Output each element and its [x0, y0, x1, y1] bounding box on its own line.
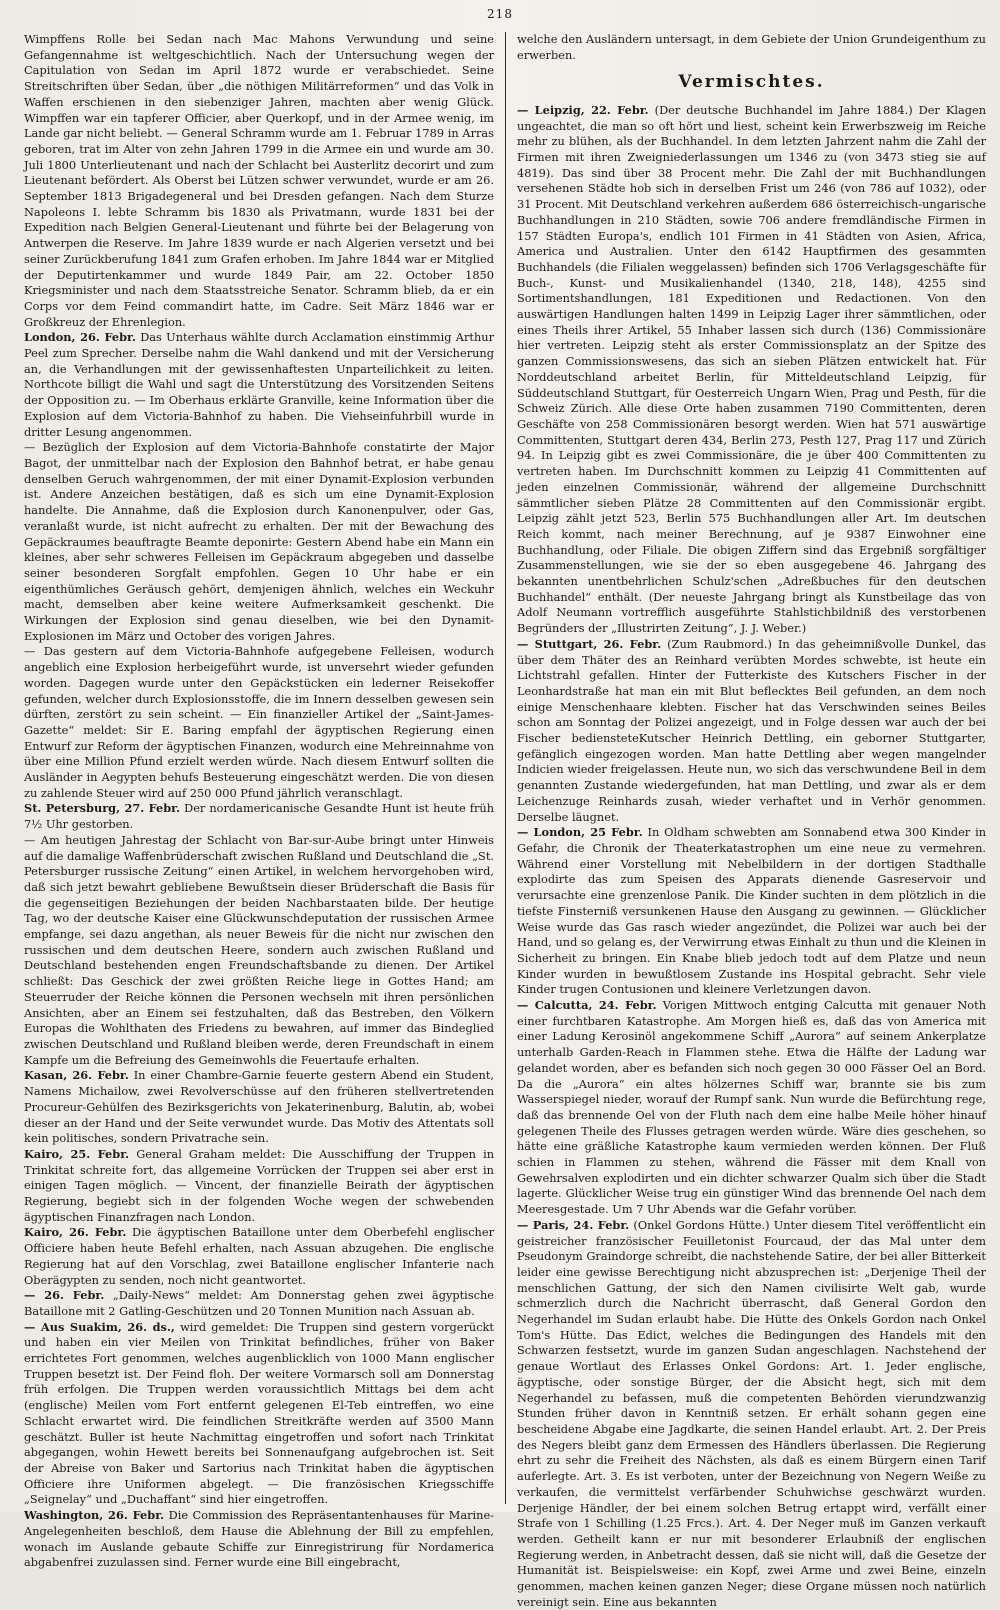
article-paragraph	[24, 32, 494, 330]
article-text: General Graham meldet: Die Ausschiffung der Truppen in Trinkitat schreite fort, das allgemeine Vorrücken der Truppen sei aber erst in einigen Tagen möglich. — Vincent, der finanzielle Beirath der ägyptischen Regierung, begiebt sich in der folgenden Woche wegen der schwebenden ägyptischen Finanzfragen nach London.	[24, 1146, 495, 1224]
article-dateline: London, 26. Febr.	[24, 330, 136, 345]
article-paragraph	[24, 1508, 494, 1571]
article-dateline: — Aus Suakim, 26. ds.,	[24, 1319, 175, 1334]
left-column	[24, 32, 505, 1570]
article-paragraph	[24, 801, 494, 832]
right-column-intro: welche den Ausländern untersagt, in dem Gebiete der Union Grundeigenthum zu erwerben.	[517, 32, 986, 62]
article-dateline: — Stuttgart, 26. Febr.	[517, 636, 662, 651]
article-text: Die Commission des Repräsentantenhauses für Marine-Angelegenheiten beschloß, dem Hause die Ablehnung der Bill zu empfehlen, wonach im Auslande gebaute Schiffe zur Einregistrirung für Nordamerica abgabenfrei zuzulassen sind. Ferner wurde eine Bill eingebracht,	[24, 1508, 495, 1570]
article-text: In Oldham schwebten am Sonnabend etwa 300 Kinder in Gefahr, die Chronik der Theaterkatastrophen um eine neue zu vermehren. Während einer Vorstellung mit Nebelbildern in der dortigen Stadthalle explodirte das zum Speisen des Apparats dienende Gasreservoir und verursachte eine grenzenlose Panik. Die Kinder suchten in dem plötzlich in die tiefste Finsterniß versunkenen Hause den Ausgang zu gewinnen. — Glücklicher Weise wurde das Gas rasch wieder angezündet, die Polizei war auch bei der Hand, und so gelang es, der Verwirrung etwas Einhalt zu thun und die Kleinen in Sicherheit zu bringen. Ein Knabe blieb jedoch todt auf dem Platze und neun Kinder wurden in bewußtlosem Zustande ins Hospital gebracht. Sehr viele Kinder trugen Contusionen und kleinere Verletzungen davon.	[517, 825, 986, 997]
article-text: (Onkel Gordons Hütte.) Unter diesem Titel veröffentlicht ein geistreicher französischer Feuilletonist Fourcaud, der das Mal unter dem Pseudonym Graindorge schreibt, die nachstehende Satire, der bei aller Bitterkeit leider eine gewisse Berechtigung nicht abzusprechen ist: „Derjenige Theil der menschlichen Gattung, der sich den Namen civilisirte Welt gab, wurde schmerzlich durch die Nachricht überrascht, daß General Gordon den Negerhandel im Sudan erlaubt habe. Die Hütte des Onkels Gordon nach Onkel Tom's Hütte. Das Edict, welches die Bedingungen des Handels mit den Schwarzen festsetzt, wurde im ganzen Sudan angeschlagen. Nachstehend der genaue Wortlaut des Erlasses Onkel Gordons: Art. 1. Jeder englische, ägyptische, oder sonstige Bürger, der die Absicht hegt, sich mit dem Negerhandel zu befassen, muß die competenten Behörden vierundzwanzig Stunden früher davon in Kenntniß setzen. Er erhält sohann gegen eine bescheidene Abgabe eine Jagdkarte, die seinen Handel erlaubt. Art. 2. Der Preis des Negers bleibt ganz dem Ermessen des Händlers überlassen. Die Regierung ehrt zu sehr die Freiheit des Nächsten, als daß es einem Bürgern einen Tarif auferlegte. Art. 3. Es ist verboten, unter der Bezeichnung von Negern Weiße zu verkaufen, die vermittelst verfärbender Schuhwichse geschwärzt wurden. Derjenige Händler, der bei einem solchen Betrug ertappt wird, verfällt einer Strafe von 1 Schilling (1.25 Frcs.). Art. 4. Der Neger muß im Ganzen verkauft werden. Getheilt kann er nur mit besonderer Erlaubniß der englischen Regierung werden, in Anbetracht dessen, daß sie nicht will, daß die Gesetze der Humanität ist. Beispielsweise: ein Kopf, zwei Arme und zwei Beine, einzeln genommen, machen keinen ganzen Neger; diese Organe müssen noch natürlich vereinigt sein. Eine aus bekannten	[517, 1217, 986, 1609]
article-text: „Daily-News“ meldet: Am Donnerstag gehen zwei ägyptische Bataillone mit 2 Gatling-Geschützen und 20 Tonnen Munition nach Assuan ab.	[24, 1288, 495, 1318]
article-text: Vorigen Mittwoch entging Calcutta mit genauer Noth einer furchtbaren Katastrophe. Am Morgen hieß es, daß das von America mit einer Ladung Kerosinöl angekommene Schiff „Aurora“ auf seinem Ankerplatze unterhalb Garden-Reach in Flammen stehe. Etwa die Hälfte der Ladung war gelandet worden, aber es befanden sich noch gegen 30 000 Fässer Oel an Bord. Da die „Aurora“ ein altes hölzernes Schiff war, brannte sie bis zum Wasserspiegel nieder, worauf der Rumpf sank. Nun wurde die Befürchtung rege, daß das brennende Oel von der Fluth nach dem eine halbe Meile höher hinauf gelegenen Theile des Flusses getragen werden würde. Wäre dies geschehen, so hätte eine gräßliche Katastrophe kaum vermieden werden können. Der Fluß schien in Flammen zu stehen, während die Fässer mit dem Knall von Gewehrsalven explodirten und ein dichter schwarzer Qualm sich über die Stadt lagerte. Glücklicher Weise trug ein günstiger Wind das brennende Oel nach dem Meeresgestade. Um 7 Uhr Abends war die Gefahr vorüber.	[517, 998, 987, 1217]
article-text: — Am heutigen Jahrestag der Schlacht von Bar-sur-Aube bringt unter Hinweis auf die damalige Waffenbrüderschaft zwischen Rußland und Deutschland die „St. Petersburger russische Zeitung“ einen Artikel, in welchem hervorgehoben wird, daß sich jetzt bewahrt gebliebene Bewußtsein dieser Brüderschaft die Basis für die gegenseitigen Beziehungen der beiden Nachbarstaaten bilde. Der heutige Tag, wo der deutsche Kaiser eine Glückwunschdeputation der russischen Armee empfange, sei dazu angethan, als neuer Beweis für die nicht nur zwischen den russischen und dem deutschen Heere, sondern auch zwischen Rußland und Deutschland bestehenden engen Freundschaftsbande zu dienen. Der Artikel schließt: Das Geschick der zwei größten Reiche liege in Gottes Hand; am Steuerruder der Reiche können die Personen wechseln mit ihren persönlichen Ansichten, aber an Einem sei festzuhalten, daß das Bestreben, den Völkern Europas die Wohlthaten des Friedens zu bewahren, auf immer das Bindeglied zwischen Deutschland und Rußland bleiben werde, deren Freundschaft in einem Kampfe um die Befreiung des Gemeinwohls die Feuertaufe erhalten.	[24, 832, 494, 1067]
article-paragraph	[517, 637, 986, 825]
article-text: — Das gestern auf dem Victoria-Bahnhofe aufgegebene Felleisen, wodurch angeblich eine Explosion herbeigeführt wurde, ist unversehrt wieder gefunden worden. Dagegen wurde unter den Gepäckstücken ein lederner Reisekoffer gefunden, welcher durch Explosionsstoffe, die im Innern desselben gewesen sein dürften, zerstört zu sein scheint. — Ein finanzieller Artikel der „Saint-James-Gazette“ meldet: Sir E. Baring empfahl der ägyptischen Regierung einen Entwurf zur Reform der ägyptischen Finanzen, wodurch eine Mehreinnahme von über eine Million Pfund erzielt werden würde. Nach diesem Entwurf sollten die Ausländer in Aegypten behufs Besteuerung eingeschätzt werden. Die von diesen zu zahlende Steuer wird auf 250 000 Pfund jährlich veranschlagt.	[24, 644, 494, 800]
article-paragraph	[517, 1218, 986, 1610]
article-text: Das Unterhaus wählte durch Acclamation einstimmig Arthur Peel zum Sprecher. Derselbe nahm die Wahl dankend und mit der Versicherung an, die Verhandlungen mit der gewissenhaftesten Unparteilichkeit zu leiten. Northcote billigt die Wahl und sagt die Unterstützung des Vorsitzenden Seitens der Opposition zu. — Im Oberhaus erklärte Granville, keine Information über die Explosion auf dem Victoria-Bahnhof zu haben. Die Viehseinfuhrbill wurde in dritter Lesung angenommen.	[24, 330, 494, 439]
article-dateline: — Paris, 24. Febr.	[517, 1217, 630, 1232]
article-text: (Zum Raubmord.) In das geheimnißvolle Dunkel, das über dem Thäter des an Reinhard verübten Mordes schwebte, ist heute ein Lichtstrahl gefallen. Hinter der Futterkiste des Kutschers Fischer in der Leonhardstraße hat man ein mit Blut beflecktes Beil gefunden, an dem noch einige Menschenhaare klebten. Fischer hat das Verschwinden seines Beiles schon am Sonntag der Polizei angezeigt, und in Folge dessen war auch der bei Fischer bediensteteKutscher Heinrich Dettling, ein geborner Stuttgarter, gefänglich eingezogen worden. Man hatte Dettling aber wegen mangelnder Indicien wieder freigelassen. Heute nun, wo sich das verschwundene Beil in dem genannten Zustande wiedergefunden, hat man Dettling, und zwar als er dem Leichenzuge Reinhards zusah, wieder verhaftet und in Verhör genommen. Derselbe läugnet.	[517, 636, 987, 824]
article-text: — Bezüglich der Explosion auf dem Victoria-Bahnhofe constatirte der Major Bagot, der unmittelbar nach der Explosion den Bahnhof betrat, er habe genau denselben Geruch wahrgenommen, der mit einer Dynamit-Explosion verbunden ist. Andere Anzeichen bestätigen, daß es sich um eine Dynamit-Explosion handelte. Die Annahme, daß die Explosion durch Kanonenpulver, oder Gas, veranlaßt wurde, ist nicht aufrecht zu erhalten. Der mit der Bewachung des Gepäckraumes beauftragte Beamte deponirte: Gestern Abend habe ein Mann ein kleines, aber sehr schweres Felleisen im Gepäckraum abgegeben und dasselbe seiner besonderen Sorgfalt empfohlen. Gegen 10 Uhr habe er ein eigenthümliches Geräusch gehört, demjenigen ähnlich, welches ein Weckuhr macht, demselben aber keine weitere Aufmerksamkeit geschenkt. Die Wirkungen der Explosion sind genau dieselben, wie bei den Dynamit-Explosionen im März und October des vorigen Jahres.	[24, 440, 494, 643]
article-text: Die ägyptischen Bataillone unter dem Oberbefehl englischer Officiere haben heute Befehl erhalten, nach Assuan abzugehen. Die englische Regierung hat auf den Vorschlag, zwei Bataillone englischer Infanterie nach Oberägypten zu senden, noch nicht geantwortet.	[24, 1225, 494, 1287]
article-paragraph	[517, 998, 986, 1218]
article-text: Wimpffens Rolle bei Sedan nach Mac Mahons Verwundung und seine Gefangennahme ist weltgeschichtlich. Nach der Untersuchung wegen der Capitulation von Sedan im April 1872 wurde er verabschiedet. Seine Streitschriften über Sedan, über „die nöthigen Militärreformen“ und das Volk in Waffen erschienen in den siebenziger Jahren, machten aber wenig Glück. Wimpffen war ein tapferer Officier, aber Querkopf, und in der Armee wenig, im Lande gar nicht beliebt. — General Schramm wurde am 1. Februar 1789 in Arras geboren, trat im Alter von zehn Jahren 1799 in die Armee ein und wurde am 30. Juli 1800 Unterlieutenant und nach der Schlacht bei Austerlitz decorirt und zum Lieutenant befördert. Als Oberst bei Lützen schwer verwundet, wurde er am 26. September 1813 Brigadegeneral und bei Dresden gefangen. Nach dem Sturze Napoleons I. lebte Schramm bis 1830 als Privatmann, wurde 1831 bei der Expedition nach Belgien General-Lieutenant und führte bei der Belagerung von Antwerpen die Reserve. Im Jahre 1839 wurde er nach Algerien versetzt und bei seiner Zurückberufung 1841 zum Grafen erhoben. Im Jahre 1844 war er Mitglied der Deputirtenkammer und wurde 1849 Pair, am 22. October 1850 Kriegsminister und nach dem Staatsstreiche Senator. Schramm blieb, da er ein Corps vor dem Feind commandirt hatte, im Cadre. Seit März 1846 war er Großkreuz der Ehrenlegion.	[24, 32, 494, 329]
article-paragraph	[24, 1068, 494, 1147]
article-dateline: Kairo, 26. Febr.	[24, 1225, 127, 1240]
article-dateline: Washington, 26. Febr.	[24, 1508, 165, 1523]
article-paragraph	[24, 1147, 494, 1226]
article-dateline: — Leipzig, 22. Febr.	[517, 102, 649, 117]
article-text: wird gemeldet: Die Truppen sind gestern vorgerückt und haben ein vier Meilen von Trinkitat befindliches, früher von Baker errichtetes Fort genommen, welches augenblicklich von 1000 Mann englischer Truppen besetzt ist. Der Feind floh. Der weitere Vormarsch soll am Donnerstag früh erfolgen. Die Truppen werden voraussichtlich Mittags bei dem acht (englische) Meilen vom Fort entfernt gelegenen El-Teb eintreffen, wo eine Schlacht erwartet wird. Die feindlichen Streitkräfte werden auf 3500 Mann geschätzt. Buller ist heute Nachmittag eingetroffen und sofort nach Trinkitat abgegangen, wohin Hewett bereits bei Sonnenaufgang aufgebrochen ist. Seit der Abreise von Baker und Sartorius nach Trinkitat haben die ägyptischen Officiere ihre Uniformen abgelegt. — Die französischen Kriegsschiffe „Seignelay“ und „Duchaffant“ sind hier eingetroffen.	[24, 1319, 494, 1507]
article-text: Der nordamericanische Gesandte Hunt ist heute früh 7½ Uhr gestorben.	[24, 801, 495, 832]
article-paragraph	[24, 644, 494, 801]
article-text: (Der deutsche Buchhandel im Jahre 1884.) Der Klagen ungeachtet, die man so oft hört und liest, scheint kein Erwerbszweig im Reiche mehr zu blühen, als der Buchhandel. In dem letzten Jahrzent nahm die Zahl der Firmen mit ihren Zweigniederlassungen um 1346 zu (von 3473 stieg sie auf 4819). Das sind über 38 Procent mehr. Die Zahl der mit Buchhandlungen versehenen Städte hob sich in derselben Frist um 246 (von 786 auf 1032), oder 31 Procent. Mit Deutschland verkehren außerdem 686 österreichisch-ungarische Buchhandlungen in 210 Städten, sowie 706 andere fremdländische Firmen in 157 Städten Europa's, endlich 101 Firmen in 41 Städten von Asien, Africa, America und Australien. Unter den 6142 Hauptfirmen des gesammten Buchhandels (die Filialen weggelassen) befinden sich 1706 Verlagsgeschäfte für Buch-, Kunst- und Musikalienhandel (1340, 218, 148), 4255 sind Sortimentshandlungen, 181 Expeditionen und Redactionen. Von den auswärtigen Handlungen halten 1499 in Leipzig Lager ihrer sämmtlichen, oder eines Theils ihrer Artikel, 55 Inhaber lassen sich durch (136) Commissionäre hier vertreten. Leipzig steht als erster Commissionsplatz an der Spitze des ganzen Commissionswesens, das sich an sieben Plätzen entwickelt hat. Für Norddeutschland arbeitet Berlin, für Mitteldeutschland Leipzig, für Süddeutschland Stuttgart, für Oesterreich Ungarn Wien, Prag und Pesth, für die Schweiz Zürich. Alle diese Orte haben zusammen 7190 Committenten, deren Geschäfte von 258 Commissionären besorgt werden. Wien hat 571 auswärtige Committenten, Stuttgart deren 434, Berlin 273, Pesth 127, Prag 117 und Zürich 94. In Leipzig gibt es zwei Commissionäre, die je über 400 Committenten zu vertreten haben. Im Durchschnitt kommen zu Leipzig 41 Committenten auf jeden einzelnen Commissionär, während der allgemeine Durchschnitt sämmtlicher sieben Plätze 28 Committenten auf den Commissionär ergibt. Leipzig zählt jetzt 523, Berlin 575 Buchhandlungen aller Art. Im deutschen Reich kommt, nach meiner Berechnung, auf je 9387 Einwohner eine Buchhandlung, oder Filiale. Die obigen Ziffern sind das Ergebniß sorgfältiger Zusammenstellungen, wie sie der so eben ausgegebene 46. Jahrgang des bekannten unentbehrlichen Schulz'schen „Adreßbuches für den deutschen Buchhandel“ enthält. (Der neueste Jahrgang bringt als Kunstbeilage das von Adolf Neumann vortrefflich ausgeführte Stahlstichbildniß des verstorbenen Begründers der „Illustrirten Zeitung“, J. J. Weber.)	[517, 102, 986, 636]
right-articles	[517, 103, 986, 1610]
article-paragraph	[24, 1320, 494, 1508]
article-dateline: — London, 25 Febr.	[517, 825, 643, 840]
article-text: In einer Chambre-Garnie feuerte gestern Abend ein Student, Namens Michailow, zwei Revolverschüsse auf den früheren stellvertretenden Procureur-Gehülfen des Bezirksgerichts von Jekaterinenburg, Balutin, ab, wobei dieser an der Hand und der Seite verwundet wurde. Das Motiv des Attentats soll kein politisches, sondern Privatrache sein.	[24, 1068, 494, 1146]
article-dateline: Kairo, 25. Febr.	[24, 1146, 130, 1161]
article-paragraph	[24, 1225, 494, 1288]
article-paragraph	[24, 1288, 494, 1319]
article-dateline: Kasan, 26. Febr.	[24, 1068, 129, 1083]
right-column	[505, 32, 987, 1609]
article-paragraph	[517, 825, 986, 998]
article-dateline: — 26. Febr.	[24, 1288, 105, 1303]
article-paragraph	[24, 440, 494, 644]
article-paragraph	[24, 330, 494, 440]
columns	[24, 32, 987, 1609]
article-dateline: St. Petersburg, 27. Febr.	[24, 801, 181, 816]
page-number: 218	[487, 7, 513, 21]
article-paragraph	[517, 103, 986, 637]
article-dateline: — Calcutta, 24. Febr.	[517, 998, 657, 1013]
section-heading: Vermischtes.	[678, 72, 825, 93]
article-paragraph	[24, 833, 494, 1069]
